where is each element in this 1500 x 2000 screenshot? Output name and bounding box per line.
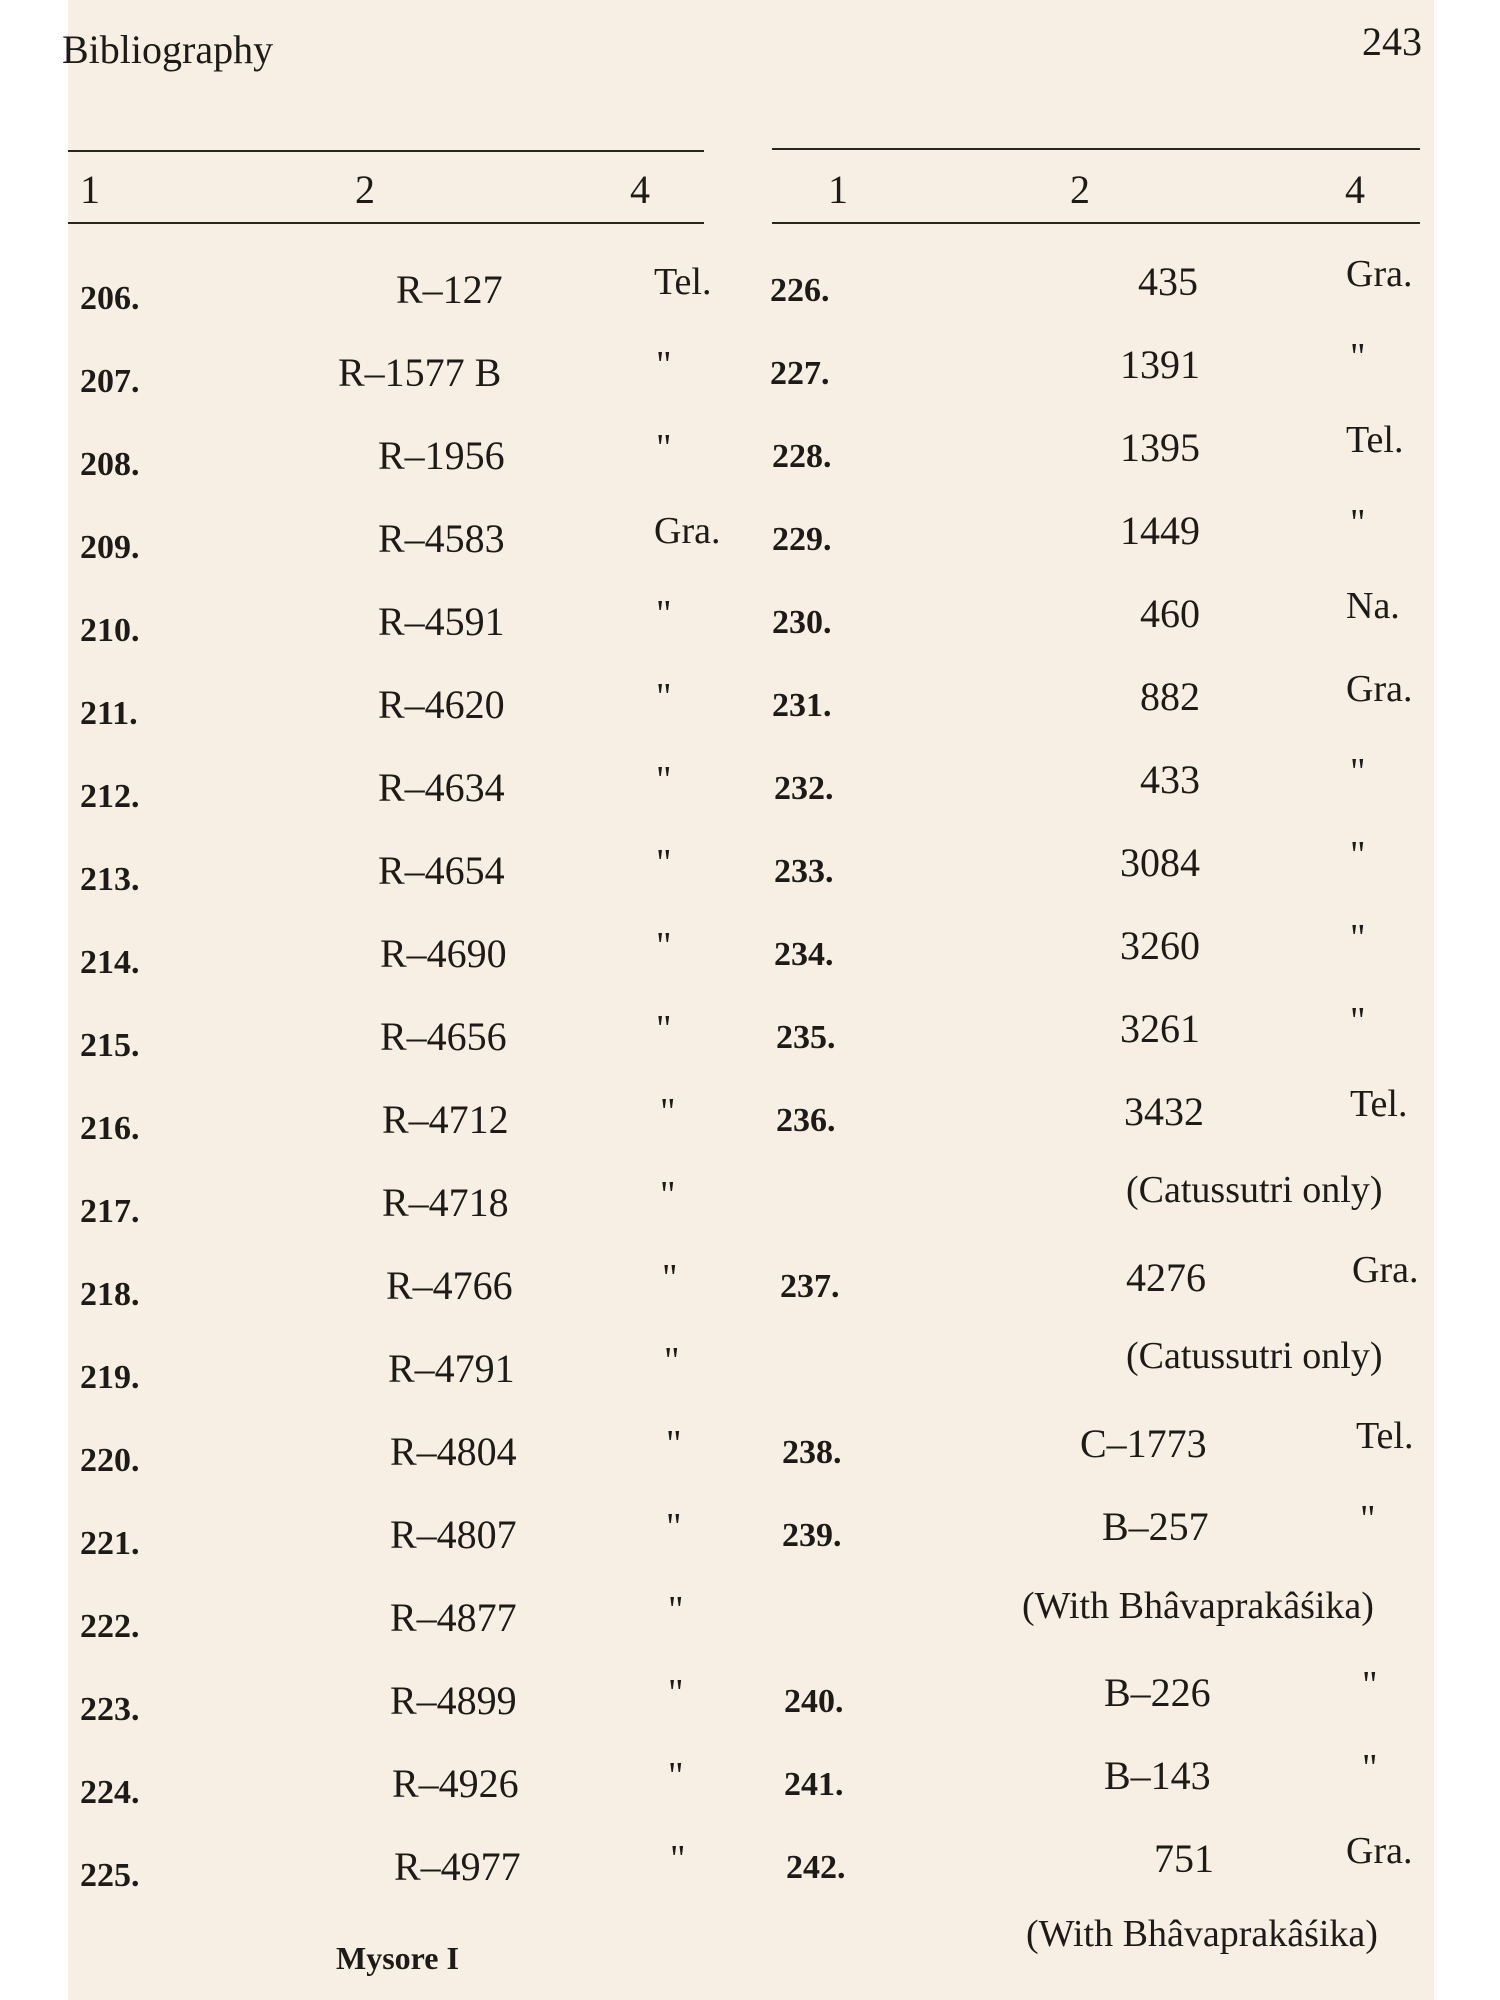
entry-number: 221. — [80, 1525, 140, 1562]
entry-number: 212. — [80, 778, 140, 815]
entry-script: " — [656, 842, 672, 884]
entry-number: 230. — [772, 604, 832, 641]
entry-number: 224. — [80, 1774, 140, 1811]
entry-script: " — [666, 1506, 682, 1548]
entry-script: " — [668, 1672, 684, 1714]
left-header-rule — [68, 222, 704, 224]
entry-code: R–4583 — [378, 516, 505, 561]
entry-code: C–1773 — [1080, 1421, 1207, 1466]
entry-number: 216. — [80, 1110, 140, 1147]
entry-number: 220. — [80, 1442, 140, 1479]
left-colhead-2: 2 — [355, 167, 375, 212]
entry-script: Tel. — [1356, 1415, 1414, 1457]
entry-number: 215. — [80, 1027, 140, 1064]
entry-code: 3084 — [1120, 840, 1200, 885]
entry-code: R–4634 — [378, 765, 505, 810]
entry-number: 236. — [776, 1102, 836, 1139]
entry-script: " — [656, 427, 672, 469]
entry-code: R–4620 — [378, 682, 505, 727]
entry-script: Gra. — [1346, 253, 1413, 295]
entry-script: " — [668, 1589, 684, 1631]
entry-code: R–4791 — [388, 1346, 515, 1391]
entry-script: Gra. — [1346, 1830, 1413, 1872]
entry-number: 228. — [772, 438, 832, 475]
entry-code: R–127 — [396, 267, 503, 312]
footer-catalogue-label: Mysore I — [336, 1940, 459, 1976]
left-top-rule — [68, 150, 704, 152]
entry-script: " — [660, 1091, 676, 1133]
right-colhead-2: 2 — [1070, 167, 1090, 212]
entry-number: 241. — [784, 1766, 844, 1803]
entry-script: Na. — [1346, 585, 1400, 627]
entry-script: " — [1360, 1498, 1376, 1540]
entry-code: 3261 — [1120, 1006, 1200, 1051]
entry-note: (With Bhâvaprakâśika) — [1026, 1913, 1378, 1955]
entry-code: 1395 — [1120, 425, 1200, 470]
right-colhead-4: 4 — [1345, 167, 1365, 212]
entry-code: 3432 — [1124, 1089, 1204, 1134]
entry-number: 240. — [784, 1683, 844, 1720]
right-colhead-1: 1 — [828, 167, 848, 212]
entry-script: " — [1362, 1747, 1378, 1789]
entry-number: 217. — [80, 1193, 140, 1230]
entry-code: B–257 — [1102, 1504, 1209, 1549]
entry-script: " — [1350, 502, 1366, 544]
entry-script: " — [668, 1755, 684, 1797]
entry-script: " — [666, 1423, 682, 1465]
entry-script: Gra. — [1346, 668, 1413, 710]
entry-number: 206. — [80, 280, 140, 317]
entry-number: 237. — [780, 1268, 840, 1305]
entry-code: R–4766 — [386, 1263, 513, 1308]
entry-code: R–4804 — [390, 1429, 517, 1474]
entry-script: " — [1350, 1000, 1366, 1042]
entry-script: " — [1362, 1664, 1378, 1706]
right-top-rule — [772, 148, 1420, 150]
entry-code: B–143 — [1104, 1753, 1211, 1798]
entry-script: Tel. — [654, 261, 712, 303]
entry-script: " — [656, 593, 672, 635]
entry-code: R–4591 — [378, 599, 505, 644]
entry-number: 214. — [80, 944, 140, 981]
entry-script: " — [1350, 917, 1366, 959]
entry-script: " — [1350, 834, 1366, 876]
entry-code: R–1956 — [378, 433, 505, 478]
entry-script: " — [662, 1257, 678, 1299]
entry-script: " — [656, 925, 672, 967]
entry-script: " — [656, 344, 672, 386]
entry-number: 229. — [772, 521, 832, 558]
entry-number: 233. — [774, 853, 834, 890]
entry-number: 219. — [80, 1359, 140, 1396]
entry-script: " — [1350, 336, 1366, 378]
entry-number: 209. — [80, 529, 140, 566]
entry-number: 227. — [770, 355, 830, 392]
left-colhead-1: 1 — [80, 167, 100, 212]
entry-script: Tel. — [1346, 419, 1404, 461]
entry-script: " — [656, 1008, 672, 1050]
entry-number: 225. — [80, 1857, 140, 1894]
entry-code: 1449 — [1120, 508, 1200, 553]
entry-note: (Catussutri only) — [1126, 1169, 1383, 1211]
entry-code: 435 — [1138, 259, 1198, 304]
entry-code: R–4807 — [390, 1512, 517, 1557]
entry-code: R–4899 — [390, 1678, 517, 1723]
entry-number: 211. — [80, 695, 138, 732]
entry-code: R–4877 — [390, 1595, 517, 1640]
entry-number: 223. — [80, 1691, 140, 1728]
entry-code: B–226 — [1104, 1670, 1211, 1715]
entry-script: " — [670, 1838, 686, 1880]
entry-number: 232. — [774, 770, 834, 807]
entry-code: 4276 — [1126, 1255, 1206, 1300]
entry-script: Tel. — [1350, 1083, 1408, 1125]
entry-code: R–4654 — [378, 848, 505, 893]
page-number: 243 — [1362, 19, 1422, 64]
entry-script: " — [656, 759, 672, 801]
entry-code: 1391 — [1120, 342, 1200, 387]
entry-code: R–4712 — [382, 1097, 509, 1142]
entry-code: R–4977 — [394, 1844, 521, 1889]
entry-number: 222. — [80, 1608, 140, 1645]
entry-code: 3260 — [1120, 923, 1200, 968]
entry-number: 213. — [80, 861, 140, 898]
entry-code: 460 — [1140, 591, 1200, 636]
entry-code: R–4690 — [380, 931, 507, 976]
page — [68, 0, 1434, 2000]
entry-code: 882 — [1140, 674, 1200, 719]
entry-number: 235. — [776, 1019, 836, 1056]
entry-script: Gra. — [654, 510, 721, 552]
entry-number: 234. — [774, 936, 834, 973]
entry-script: " — [660, 1174, 676, 1216]
entry-script: " — [664, 1340, 680, 1382]
entry-number: 208. — [80, 446, 140, 483]
entry-code: 751 — [1154, 1836, 1214, 1881]
entry-number: 231. — [772, 687, 832, 724]
entry-code: 433 — [1140, 757, 1200, 802]
entry-number: 239. — [782, 1517, 842, 1554]
entry-number: 218. — [80, 1276, 140, 1313]
entry-number: 226. — [770, 272, 830, 309]
entry-code: R–4926 — [392, 1761, 519, 1806]
entry-code: R–1577 B — [338, 350, 502, 395]
entry-number: 238. — [782, 1434, 842, 1471]
entry-code: R–4656 — [380, 1014, 507, 1059]
entry-script: " — [656, 676, 672, 718]
left-colhead-4: 4 — [630, 167, 650, 212]
entry-number: 242. — [786, 1849, 846, 1886]
entry-number: 207. — [80, 363, 140, 400]
entry-script: " — [1350, 751, 1366, 793]
entry-note: (Catussutri only) — [1126, 1335, 1383, 1377]
entry-note: (With Bhâvaprakâśika) — [1022, 1585, 1374, 1627]
entry-code: R–4718 — [382, 1180, 509, 1225]
running-header: Bibliography — [62, 27, 274, 72]
entry-script: Gra. — [1352, 1249, 1419, 1291]
right-header-rule — [772, 222, 1420, 224]
entry-number: 210. — [80, 612, 140, 649]
